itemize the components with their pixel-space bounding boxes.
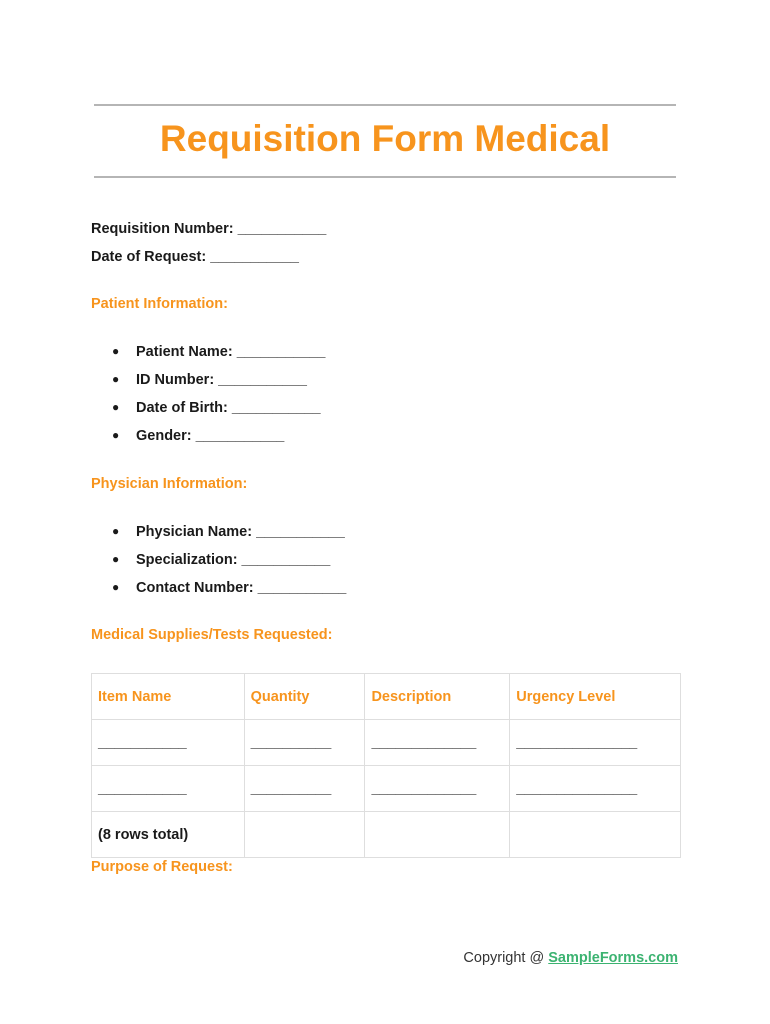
table-row	[92, 812, 681, 858]
supplies-table	[91, 673, 681, 858]
bullet-icon: ●	[112, 428, 120, 442]
table-cell: ___________	[92, 720, 245, 766]
brand-link[interactable]: SampleForms.com	[548, 950, 678, 966]
patient-name-field	[112, 344, 325, 360]
column-header-description: Description	[365, 674, 510, 720]
table-row	[92, 766, 681, 812]
list-item-label: Gender: ___________	[136, 428, 285, 444]
copyright-prefix: Copyright @	[463, 950, 549, 966]
table-cell	[510, 812, 681, 858]
bullet-icon: ●	[112, 580, 120, 594]
bullet-icon: ●	[112, 524, 120, 538]
patient-info-heading: Patient Information:	[91, 296, 228, 312]
bullet-icon: ●	[112, 372, 120, 386]
contact-number-field	[112, 580, 346, 596]
table-cell: _____________	[365, 720, 510, 766]
table-cell	[365, 812, 510, 858]
table-cell	[244, 812, 365, 858]
table-cell: __________	[244, 766, 365, 812]
physician-info-heading: Physician Information:	[91, 476, 248, 492]
page-title: Requisition Form Medical	[159, 118, 611, 159]
table-cell: __________	[244, 720, 365, 766]
bullet-icon: ●	[112, 552, 120, 566]
requisition-number-field: Requisition Number: ___________	[91, 221, 327, 237]
specialization-field	[112, 552, 330, 568]
copyright-notice	[463, 950, 678, 966]
gender-field	[112, 428, 284, 444]
date-of-request-field: Date of Request: ___________	[91, 249, 299, 265]
list-item-label: Specialization: ___________	[136, 552, 331, 568]
purpose-heading: Purpose of Request:	[91, 859, 233, 875]
table-cell: ___________	[92, 766, 245, 812]
bullet-icon: ●	[112, 344, 120, 358]
list-item-label: Physician Name: ___________	[136, 524, 345, 540]
table-cell: _______________	[510, 720, 681, 766]
header-top-rule	[94, 104, 676, 106]
column-header-urgency-level: Urgency Level	[510, 674, 681, 720]
date-of-birth-field	[112, 400, 321, 416]
list-item-label: Patient Name: ___________	[136, 344, 326, 360]
supplies-heading: Medical Supplies/Tests Requested:	[91, 627, 333, 643]
bullet-icon: ●	[112, 400, 120, 414]
table-cell: _____________	[365, 766, 510, 812]
patient-id-field	[112, 372, 307, 388]
list-item-label: Date of Birth: ___________	[136, 400, 321, 416]
header-bottom-rule	[94, 176, 676, 178]
table-row	[92, 720, 681, 766]
table-cell: (8 rows total)	[92, 812, 245, 858]
physician-name-field	[112, 524, 345, 540]
list-item-label: ID Number: ___________	[136, 372, 307, 388]
list-item-label: Contact Number: ___________	[136, 580, 347, 596]
column-header-quantity: Quantity	[244, 674, 365, 720]
table-cell: _______________	[510, 766, 681, 812]
table-header-row	[92, 674, 681, 720]
column-header-item-name: Item Name	[92, 674, 245, 720]
